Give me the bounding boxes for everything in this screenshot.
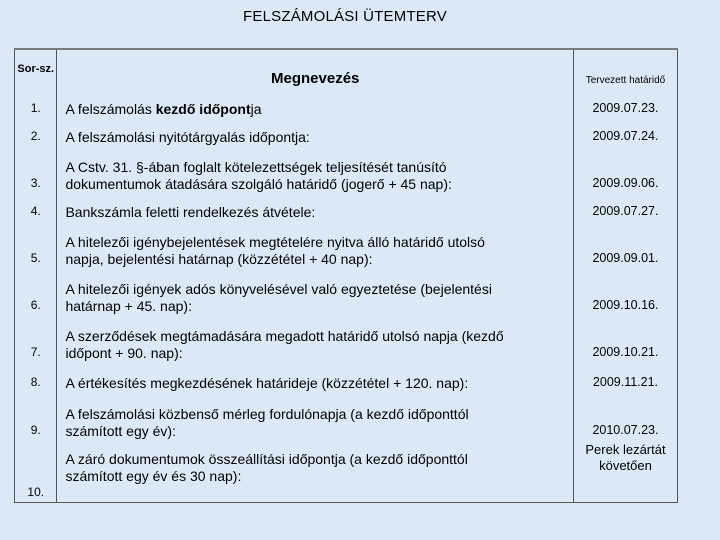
header-planned-deadline: Tervezett határidő [573,49,677,89]
row-description-line: A Cstv. 31. §-ában foglalt kötelezettségek teljesítését tanúsító [65,159,447,175]
row-number: 2. [15,118,57,146]
row-description-line: A felszámolási közbenső mérleg fordulónapja (a kezdő időponttól [65,406,469,422]
row-description [57,146,573,193]
table-row [15,221,678,268]
table-row [15,146,678,193]
row-description-line: napja, bejelentési határnap (közzététel + 40 nap): [65,251,373,267]
row-number: 5. [15,221,57,268]
row-date: 2009.10.21. [573,315,677,362]
row-number: 8. [15,362,57,392]
row-description [57,89,573,118]
row-description-tail: ja [250,101,262,117]
row-date: 2009.10.16. [573,268,677,315]
row-number: 9. [15,392,57,440]
row-date: 2009.07.23. [573,89,677,118]
row-description-line: A felszámolási nyitótárgyalás időpontja: [65,129,310,145]
row-description-line: időpont + 90. nap): [65,345,183,361]
row-date: 2009.11.21. [573,362,677,392]
row-description [57,193,573,221]
row-description-line: A szerződések megtámadására megadott határidő utolsó napja (kezdő [65,328,504,344]
table-row [15,193,678,221]
row-number: 1. [15,89,57,118]
header-serial-number: Sor-sz. [15,49,57,89]
row-number: 4. [15,193,57,221]
row-description-line: számított egy év): [65,423,176,439]
row-description-line: határnap + 45. nap): [65,298,192,314]
table-header-row [15,49,678,89]
row-description-line: A értékesítés megkezdésének határideje (közzététel + 120. nap): [65,375,469,391]
row-date [573,440,677,503]
table-row [15,315,678,362]
row-date: 2009.09.06. [573,146,677,193]
row-description [57,392,573,440]
row-description-line: Bankszámla feletti rendelkezés átvétele: [65,204,316,220]
row-number: 3. [15,146,57,193]
table-row [15,362,678,392]
row-description-line: dokumentumok átadására szolgáló határidő (jogerő + 45 nap): [65,176,452,192]
table-row [15,89,678,118]
table-row [15,118,678,146]
row-description [57,362,573,392]
header-description: Megnevezés [271,70,360,87]
row-number: 10. [15,440,57,503]
row-description-line: A záró dokumentumok összeállítási időpontja (a kezdő időponttól [65,451,468,467]
table-row [15,440,678,503]
row-number: 6. [15,268,57,315]
row-description [57,315,573,362]
row-date-line: követően [599,458,652,473]
table-row [15,268,678,315]
row-description-line: A hitelezői igények adós könyvelésével való egyeztetése (bejelentési [65,281,492,297]
row-description-line: A hitelezői igénybejelentések megtételére nyitva álló határidő utolsó [65,234,485,250]
row-number: 7. [15,315,57,362]
row-description [57,221,573,268]
row-description [57,440,573,503]
row-description [57,268,573,315]
row-date: 2009.09.01. [573,221,677,268]
row-description-line: számított egy év és 30 nap): [65,468,242,484]
row-date: 2009.07.27. [573,193,677,221]
row-date: 2010.07.23. [573,392,677,440]
row-description-bold: kezdő időpont [155,101,251,117]
row-description-text: A felszámolás [65,101,156,117]
page-title: FELSZÁMOLÁSI ÜTEMTERV [243,8,447,25]
schedule-table [14,48,678,503]
row-description [57,118,573,146]
table-row [15,392,678,440]
row-date: 2009.07.24. [573,118,677,146]
row-date-line: Perek lezártát [585,442,666,457]
